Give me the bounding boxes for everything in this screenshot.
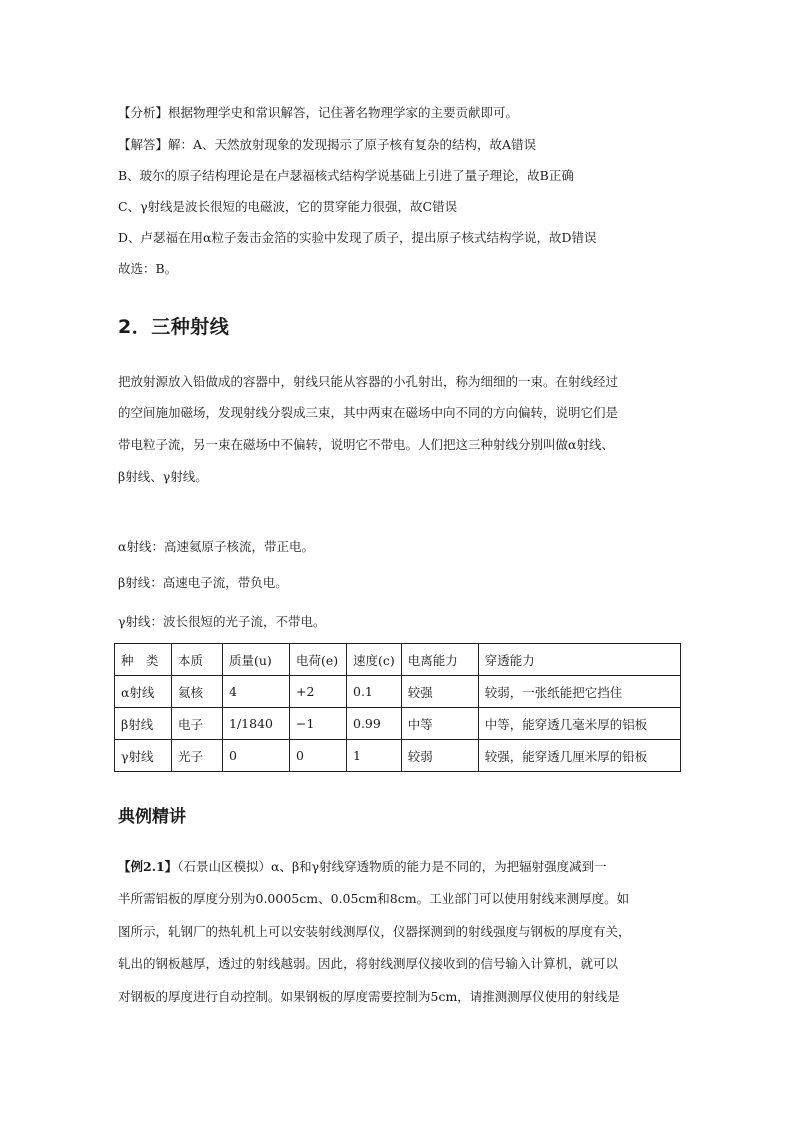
cell-ionizing: 中等 <box>401 708 478 740</box>
example-tag: 【例2.1】 <box>118 859 178 874</box>
cell-mass: 1/1840 <box>223 708 290 740</box>
intro-line: 把放射源放入铅做成的容器中，射线只能从容器的小孔射出，称为细细的一束。在射线经过 <box>118 374 619 389</box>
answer-line: B、玻尔的原子结构理论是在卢瑟福核式结构学说基础上引进了量子理论，故B正确 <box>118 168 574 183</box>
alpha-description: α射线：高速氦原子核流，带正电。 <box>118 539 314 554</box>
cell-speed: 0.1 <box>347 676 402 708</box>
example-line: 图所示，轧钢厂的热轧机上可以安装射线测厚仪，仪器探测到的射线强度与钢板的厚度有关， <box>118 924 631 939</box>
cell-mass: 0 <box>223 740 290 772</box>
cell-charge: −1 <box>290 708 347 740</box>
analysis-tag: 【分析】 <box>118 105 169 120</box>
cell-penetration: 中等，能穿透几毫米厚的铝板 <box>478 708 680 740</box>
cell-type: γ射线 <box>115 740 172 772</box>
section-title: 2．三种射线 <box>118 316 230 338</box>
cell-type: β射线 <box>115 708 172 740</box>
example-paragraph <box>118 859 607 875</box>
example-text: （石景山区模拟）α、β和γ射线穿透物质的能力是不同的，为把辐射强度减到一 <box>177 859 607 874</box>
answer-text: 解：A、天然放射现象的发现揭示了原子核有复杂的结构，故A错误 <box>168 137 537 152</box>
intro-line: 带电粒子流，另一束在磁场中不偏转，说明它不带电。人们把这三种射线分别叫做α射线、 <box>118 437 614 452</box>
header-type: 种 类 <box>115 644 172 676</box>
cell-ionizing: 较弱 <box>401 740 478 772</box>
cell-mass: 4 <box>223 676 290 708</box>
cell-nature: 氦核 <box>172 676 223 708</box>
header-penetration: 穿透能力 <box>478 644 680 676</box>
answer-paragraph <box>118 137 536 153</box>
analysis-text: 根据物理学史和常识解答，记住著名物理学家的主要贡献即可。 <box>168 105 519 120</box>
intro-line: β射线、γ射线。 <box>118 469 208 484</box>
example-line: 对钢板的厚度进行自动控制。如果钢板的厚度需要控制为5cm，请推测测厚仪使用的射线是 <box>118 989 620 1004</box>
analysis-paragraph <box>118 105 518 121</box>
cell-nature: 光子 <box>172 740 223 772</box>
header-charge: 电荷(e) <box>290 644 347 676</box>
cell-speed: 0.99 <box>347 708 402 740</box>
cell-speed: 1 <box>347 740 402 772</box>
table-row <box>115 740 681 772</box>
header-nature: 本质 <box>172 644 223 676</box>
cell-penetration: 较弱，一张纸能把它挡住 <box>478 676 680 708</box>
example-line: 轧出的钢板越厚，透过的射线越弱。因此，将射线测厚仪接收到的信号输入计算机，就可以 <box>118 956 619 971</box>
answer-line: C、γ射线是波长很短的电磁波，它的贯穿能力很强，故C错误 <box>118 199 458 214</box>
intro-line: 的空间施加磁场，发现射线分裂成三束，其中两束在磁场中向不同的方向偏转，说明它们是 <box>118 405 619 420</box>
cell-type: α射线 <box>115 676 172 708</box>
table-header-row <box>115 644 681 676</box>
answer-tag: 【解答】 <box>118 137 169 152</box>
example-line: 半所需铝板的厚度分别为0.0005cm、0.05cm和8cm。工业部门可以使用射线来测厚度。如 <box>118 891 630 906</box>
header-speed: 速度(c) <box>347 644 402 676</box>
examples-title: 典例精讲 <box>118 807 186 827</box>
cell-ionizing: 较强 <box>401 676 478 708</box>
header-ionizing: 电离能力 <box>401 644 478 676</box>
gamma-description: γ射线：波长很短的光子流，不带电。 <box>118 614 326 629</box>
cell-charge: +2 <box>290 676 347 708</box>
table-row <box>115 676 681 708</box>
answer-line: 故选：B。 <box>118 261 178 276</box>
table-row <box>115 708 681 740</box>
header-mass: 质量(u) <box>223 644 290 676</box>
cell-penetration: 较强，能穿透几厘米厚的铅板 <box>478 740 680 772</box>
cell-nature: 电子 <box>172 708 223 740</box>
answer-line: D、卢瑟福在用α粒子轰击金箔的实验中发现了质子，提出原子核式结构学说，故D错误 <box>118 230 597 245</box>
beta-description: β射线：高速电子流，带负电。 <box>118 575 288 590</box>
cell-charge: 0 <box>290 740 347 772</box>
rays-table <box>114 643 681 772</box>
